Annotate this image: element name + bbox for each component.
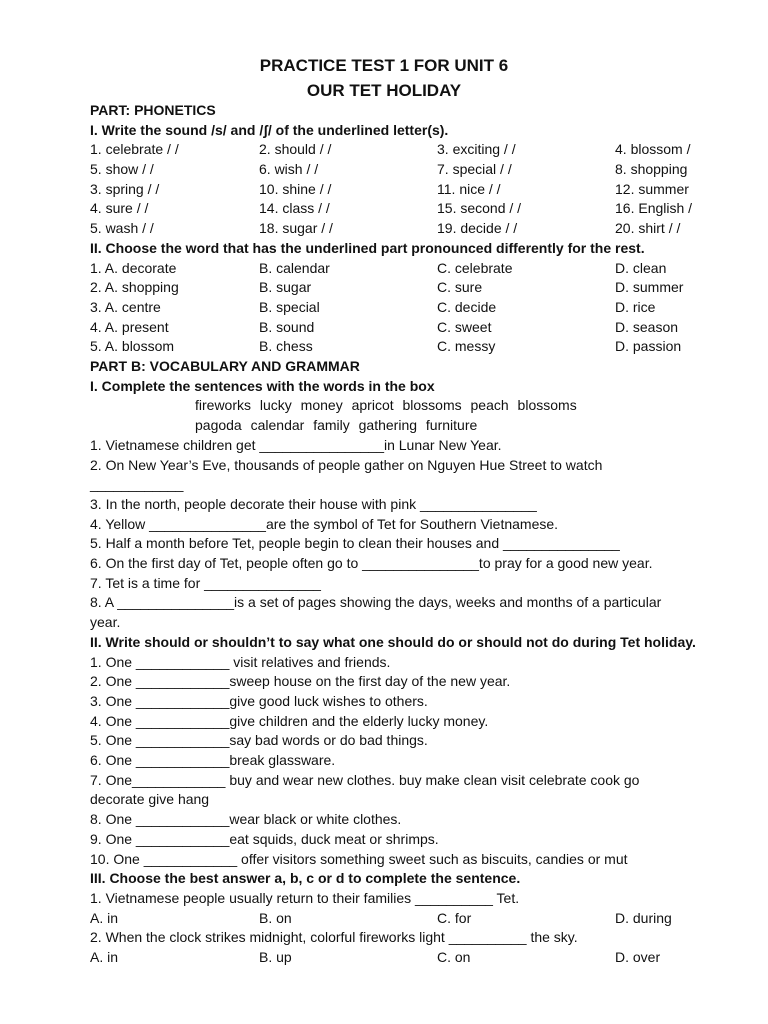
grid-cell: 11. nice / /: [437, 180, 501, 197]
sentence-line: year.: [90, 614, 121, 631]
grid-cell: D. clean: [615, 259, 667, 276]
answer-options-row: [90, 948, 760, 968]
grid-cell: 4. blossom /: [615, 141, 691, 158]
grid-cell: C. messy: [437, 338, 496, 355]
question-1: 1. Vietnamese people usually return to their families __________ Tet.: [90, 889, 520, 906]
pronunciation-row: [90, 298, 760, 318]
sound-row: [90, 199, 760, 219]
title-line-1: PRACTICE TEST 1 FOR UNIT 6: [259, 56, 509, 75]
answer-option: C. on: [437, 949, 471, 966]
grid-cell: C. sure: [437, 279, 483, 296]
grid-cell: 14. class / /: [259, 200, 330, 217]
sentence-line: 9. One ____________eat squids, duck meat or shrimps.: [90, 830, 439, 847]
grid-cell: D. summer: [615, 279, 684, 296]
sentence-line: 8. A _______________is a set of pages showing the days, weeks and months of a particular: [90, 594, 662, 611]
phonetics-section-2-instruction: II. Choose the word that has the underlined part pronounced differently for the rest.: [90, 239, 645, 256]
grid-cell: D. passion: [615, 338, 682, 355]
question-2-options: [90, 948, 760, 968]
grid-cell: 2. A. shopping: [90, 279, 179, 296]
sound-row: [90, 180, 760, 200]
question-1-options: [90, 909, 760, 929]
should-shouldnt-sentences: [90, 653, 760, 870]
sentence-line: 1. Vietnamese children get ________________in Lunar New Year.: [90, 436, 502, 453]
grid-cell: 4. A. present: [90, 318, 169, 335]
sentence-line: 2. On New Year’s Eve, thousands of people gather on Nguyen Hue Street to watch: [90, 456, 603, 473]
sentence-line: 3. In the north, people decorate their house with pink _______________: [90, 495, 537, 512]
grid-cell: 10. shine / /: [259, 180, 332, 197]
sentence-line: 10. One ____________ offer visitors something sweet such as biscuits, candies or mut: [90, 850, 628, 867]
grid-cell: 6. wish / /: [259, 161, 319, 178]
grid-cell: 5. A. blossom: [90, 338, 175, 355]
sentence-line: decorate give hang: [90, 791, 210, 808]
phonetics-section-1-instruction: I. Write the sound /s/ and /ʃ/ of the underlined letter(s).: [90, 121, 449, 138]
answer-option: D. over: [615, 949, 661, 966]
grid-cell: 5. show / /: [90, 161, 154, 178]
grid-cell: B. sugar: [259, 279, 312, 296]
sentence-line: 4. Yellow _______________are the symbol of Tet for Southern Vietnamese.: [90, 515, 559, 532]
grid-cell: D. season: [615, 318, 679, 335]
sentence-line: 1. One ____________ visit relatives and friends.: [90, 653, 391, 670]
grid-cell: 18. sugar / /: [259, 220, 333, 237]
sound-row: [90, 140, 760, 160]
sound-row: [90, 160, 760, 180]
pronunciation-row: [90, 318, 760, 338]
sentence-line: 7. Tet is a time for _______________: [90, 574, 321, 591]
sentence-line: 6. One ____________break glassware.: [90, 752, 336, 769]
answer-option: A. in: [90, 949, 119, 966]
sentence-line: 4. One ____________give children and the elderly lucky money.: [90, 712, 489, 729]
vocab-section-2-instruction: II. Write should or shouldn’t to say what one should do or should not do during Tet holiday.: [90, 633, 696, 650]
part-a-heading: PART: PHONETICS: [90, 102, 216, 118]
sentence-line: 5. One ____________say bad words or do bad things.: [90, 732, 428, 749]
answer-options-row: [90, 909, 760, 929]
sound-row: [90, 219, 760, 239]
grid-cell: B. sound: [259, 318, 315, 335]
sentence-line: 3. One ____________give good luck wishes to others.: [90, 692, 428, 709]
grid-cell: B. special: [259, 298, 320, 315]
grid-cell: 8. shopping: [615, 161, 688, 178]
grid-cell: 1. A. decorate: [90, 259, 177, 276]
answer-option: C. for: [437, 909, 472, 926]
title-line-2: OUR TET HOLIDAY: [306, 81, 462, 100]
grid-cell: B. chess: [259, 338, 313, 355]
fill-in-sentences: [90, 436, 760, 633]
pronunciation-row: [90, 337, 760, 357]
grid-cell: C. celebrate: [437, 259, 513, 276]
grid-cell: 16. English /: [615, 200, 693, 217]
vocab-section-3-instruction: III. Choose the best answer a, b, c or d to complete the sentence.: [90, 870, 521, 887]
grid-cell: 2. should / /: [259, 141, 332, 158]
pronunciation-row: [90, 278, 760, 298]
word-box-line-2: pagoda calendar family gathering furniture: [195, 417, 478, 434]
title-block: [0, 53, 768, 103]
word-box-line-1: fireworks lucky money apricot blossoms peach blossoms: [195, 397, 577, 414]
grid-cell: 1. celebrate / /: [90, 141, 179, 158]
sentence-line: 2. One ____________sweep house on the first day of the new year.: [90, 673, 511, 690]
grid-cell: 7. special / /: [437, 161, 512, 178]
grid-cell: 12. summer: [615, 180, 689, 197]
sentence-line: 8. One ____________wear black or white clothes.: [90, 811, 402, 828]
sentence-line: 7. One____________ buy and wear new clothes. buy make clean visit celebrate cook go: [90, 771, 640, 788]
grid-cell: C. decide: [437, 298, 497, 315]
part-b-heading: PART B: VOCABULARY AND GRAMMAR: [90, 357, 360, 374]
grid-cell: D. rice: [615, 298, 656, 315]
worksheet-content: [90, 101, 760, 968]
answer-option: B. up: [259, 949, 292, 966]
grid-cell: 4. sure / /: [90, 200, 149, 217]
grid-cell: 3. A. centre: [90, 298, 161, 315]
grid-cell: 19. decide / /: [437, 220, 518, 237]
grid-cell: 5. wash / /: [90, 220, 154, 237]
grid-cell: 15. second / /: [437, 200, 522, 217]
answer-option: D. during: [615, 909, 672, 926]
answer-option: B. on: [259, 909, 292, 926]
pronunciation-table: [90, 259, 760, 357]
grid-cell: 3. exciting / /: [437, 141, 516, 158]
sentence-line: 6. On the first day of Tet, people often go to _______________to pray for a good new year.: [90, 555, 653, 572]
grid-cell: 20. shirt / /: [615, 220, 681, 237]
vocab-section-1-instruction: I. Complete the sentences with the words in the box: [90, 377, 435, 394]
grid-cell: B. calendar: [259, 259, 330, 276]
sentence-line: ____________: [90, 476, 184, 493]
grid-cell: C. sweet: [437, 318, 492, 335]
sound-table: [90, 140, 760, 238]
pronunciation-row: [90, 259, 760, 279]
answer-option: A. in: [90, 909, 119, 926]
grid-cell: 3. spring / /: [90, 180, 160, 197]
sentence-line: 5. Half a month before Tet, people begin to clean their houses and _______________: [90, 535, 620, 552]
question-2: 2. When the clock strikes midnight, colorful fireworks light __________ the sky.: [90, 929, 578, 946]
